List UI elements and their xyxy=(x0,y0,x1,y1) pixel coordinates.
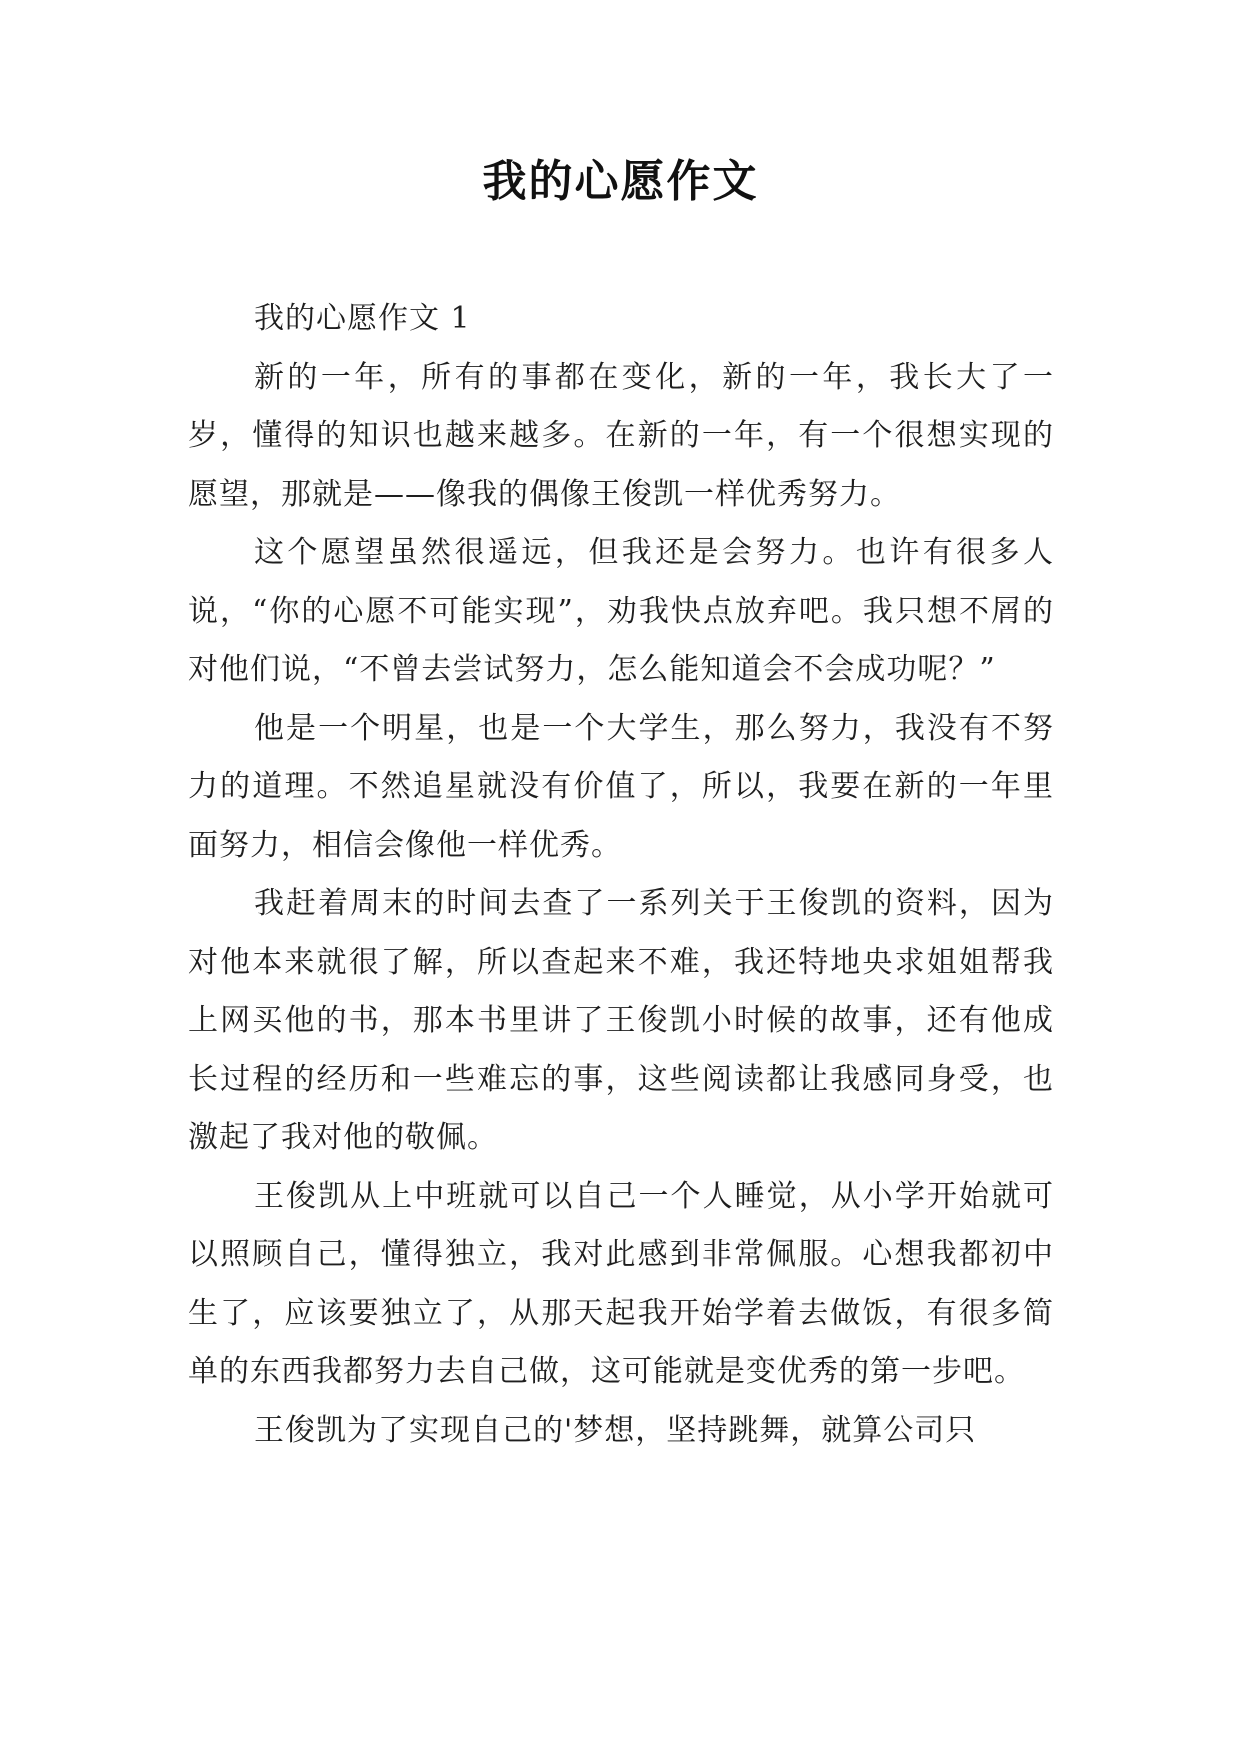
document-body xyxy=(188,290,1054,1460)
section-heading: 我的心愿作文 1 xyxy=(254,301,471,336)
paragraph: 新的一年，所有的事都在变化，新的一年，我长大了一岁，懂得的知识也越来越多。在新的一年，有一个很想实现的愿望，那就是——像我的偶像王俊凯一样优秀努力。 xyxy=(188,359,1054,512)
document-title: 我的心愿作文 xyxy=(482,156,759,207)
paragraph: 他是一个明星，也是一个大学生，那么努力，我没有不努力的道理。不然追星就没有价值了，所以，我要在新的一年里面努力，相信会像他一样优秀。 xyxy=(188,710,1054,863)
paragraph: 这个愿望虽然很遥远，但我还是会努力。也许有很多人说，“你的心愿不可能实现”，劝我快点放弃吧。我只想不屑的对他们说，“不曾去尝试努力，怎么能知道会不会成功呢？” xyxy=(188,535,1054,687)
paragraph: 王俊凯为了实现自己的'梦想，坚持跳舞，就算公司只 xyxy=(254,1412,977,1448)
paragraph: 我赶着周末的时间去查了一系列关于王俊凯的资料，因为对他本来就很了解，所以查起来不难，我还特地央求姐姐帮我上网买他的书，那本书里讲了王俊凯小时候的故事，还有他成长过程的经历和一些难忘的事，这些阅读都让我感同身受，也激起了我对他的敬佩。 xyxy=(188,886,1054,1155)
paragraph: 王俊凯从上中班就可以自己一个人睡觉，从小学开始就可以照顾自己，懂得独立，我对此感到非常佩服。心想我都初中生了，应该要独立了，从那天起我开始学着去做饭，有很多简单的东西我都努力去自己做，这可能就是变优秀的第一步吧。 xyxy=(188,1178,1054,1389)
